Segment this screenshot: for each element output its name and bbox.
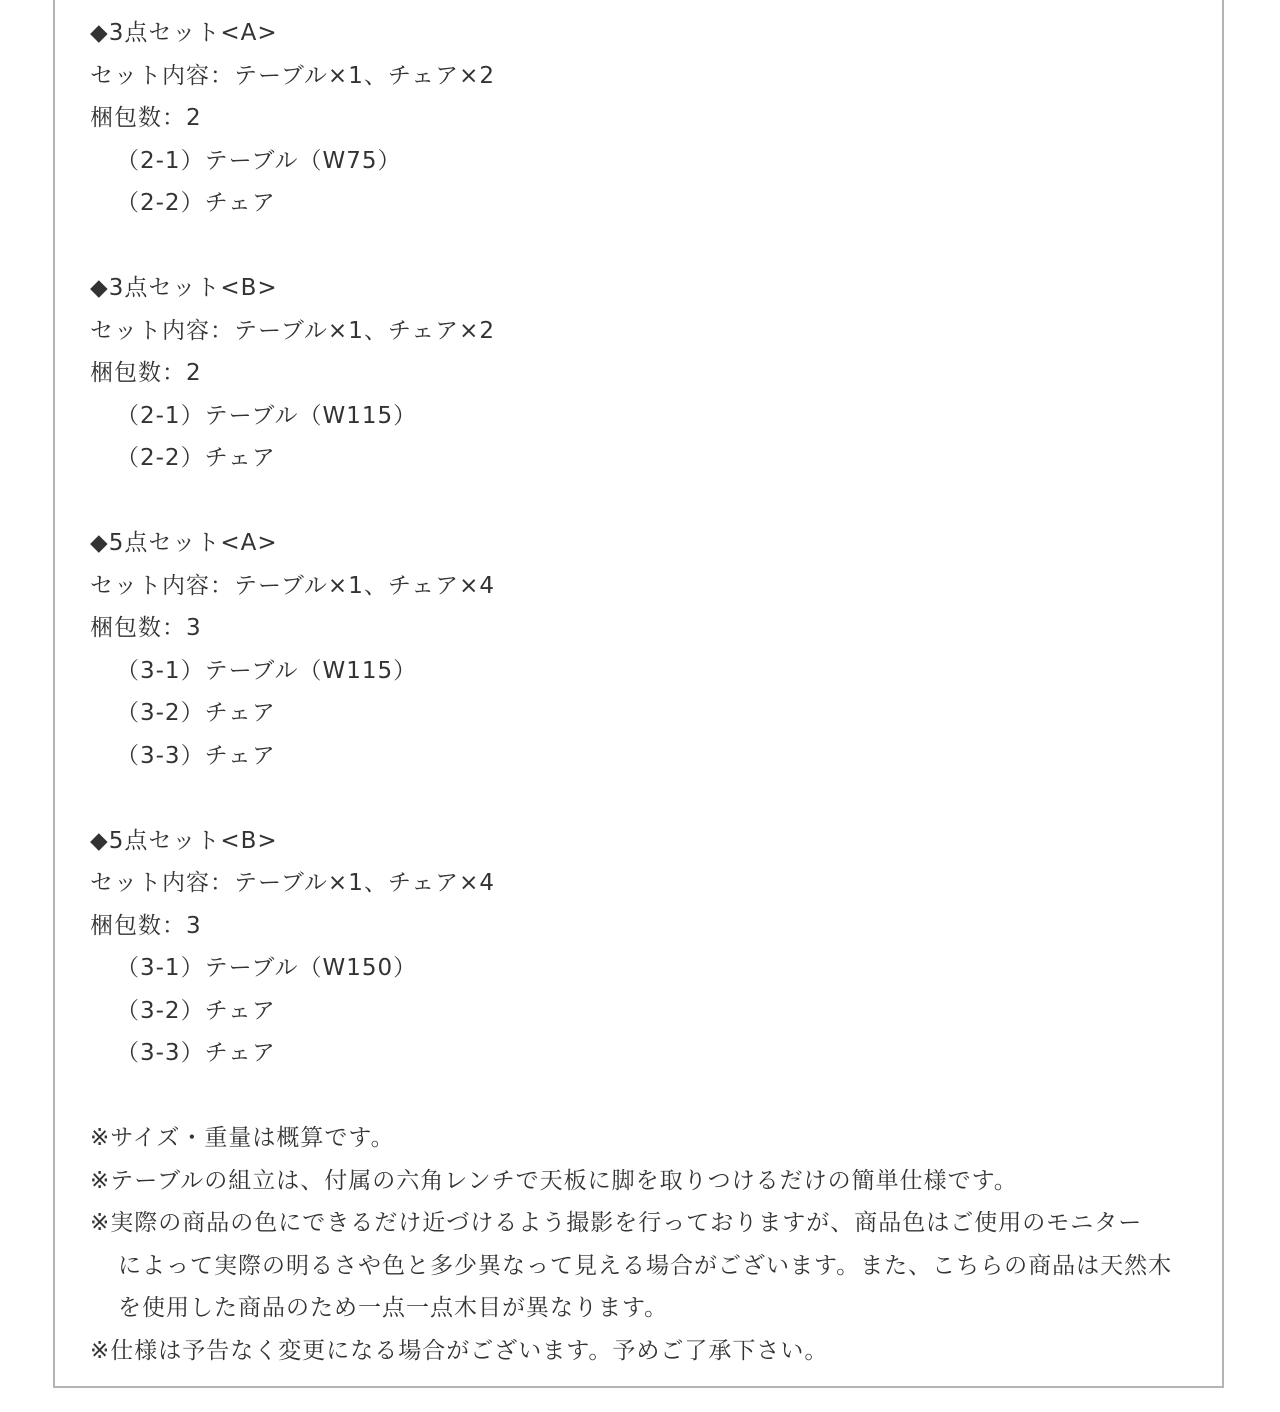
package-item: （2-1）テーブル（W75）: [116, 147, 402, 174]
note-color-line2: によって実際の明るさや色と多少異なって見える場合がございます。また、こちらの商品は天然木: [118, 1252, 1173, 1279]
set-heading: ◆5点セット<A>: [90, 530, 278, 556]
spacer: [90, 480, 1200, 523]
set-contents: セット内容：テーブル×1、チェア×4: [90, 572, 496, 599]
set-block-5b: [90, 820, 1200, 1075]
spec-content: [90, 12, 1200, 1372]
package-count: 梱包数：3: [90, 912, 202, 939]
package-item: （3-3）チェア: [116, 1040, 276, 1066]
package-item: （3-2）チェア: [116, 700, 276, 726]
package-count: 梱包数：2: [90, 360, 202, 386]
spacer: [90, 777, 1200, 820]
spacer: [90, 225, 1200, 268]
note-color-line1: ※実際の商品の色にできるだけ近づけるよう撮影を行っておりますが、商品色はご使用のモニター: [90, 1210, 1143, 1236]
package-count: 梱包数：3: [90, 615, 202, 641]
package-item: （3-1）テーブル（W115）: [116, 657, 418, 684]
note-spec-change: ※仕様は予告なく変更になる場合がございます。予めご了承下さい。: [90, 1337, 829, 1364]
set-heading: ◆3点セット<B>: [90, 275, 278, 301]
set-heading: ◆5点セット<B>: [90, 827, 278, 854]
package-item: （3-1）テーブル（W150）: [116, 955, 418, 981]
set-heading: ◆3点セット<A>: [90, 20, 278, 46]
package-count: 梱包数：2: [90, 105, 202, 131]
note-size-weight: ※サイズ・重量は概算です。: [90, 1125, 395, 1151]
package-item: （2-2）チェア: [116, 190, 276, 216]
package-item: （3-3）チェア: [116, 742, 276, 769]
set-block-5a: [90, 522, 1200, 777]
package-item: （2-2）チェア: [116, 445, 276, 471]
set-contents: セット内容：テーブル×1、チェア×4: [90, 870, 496, 896]
package-item: （3-2）チェア: [116, 997, 276, 1024]
package-item: （2-1）テーブル（W115）: [116, 402, 418, 429]
set-block-3a: [90, 12, 1200, 225]
set-contents: セット内容：テーブル×1、チェア×2: [90, 317, 496, 344]
spacer: [90, 1075, 1200, 1118]
set-block-3b: [90, 267, 1200, 480]
note-assembly: ※テーブルの組立は、付属の六角レンチで天板に脚を取りつけるだけの簡単仕様です。: [90, 1167, 1018, 1194]
notes-block: [90, 1117, 1200, 1372]
set-contents: セット内容：テーブル×1、チェア×2: [90, 62, 496, 89]
note-color-line3: を使用した商品のため一点一点木目が異なります。: [118, 1295, 669, 1321]
